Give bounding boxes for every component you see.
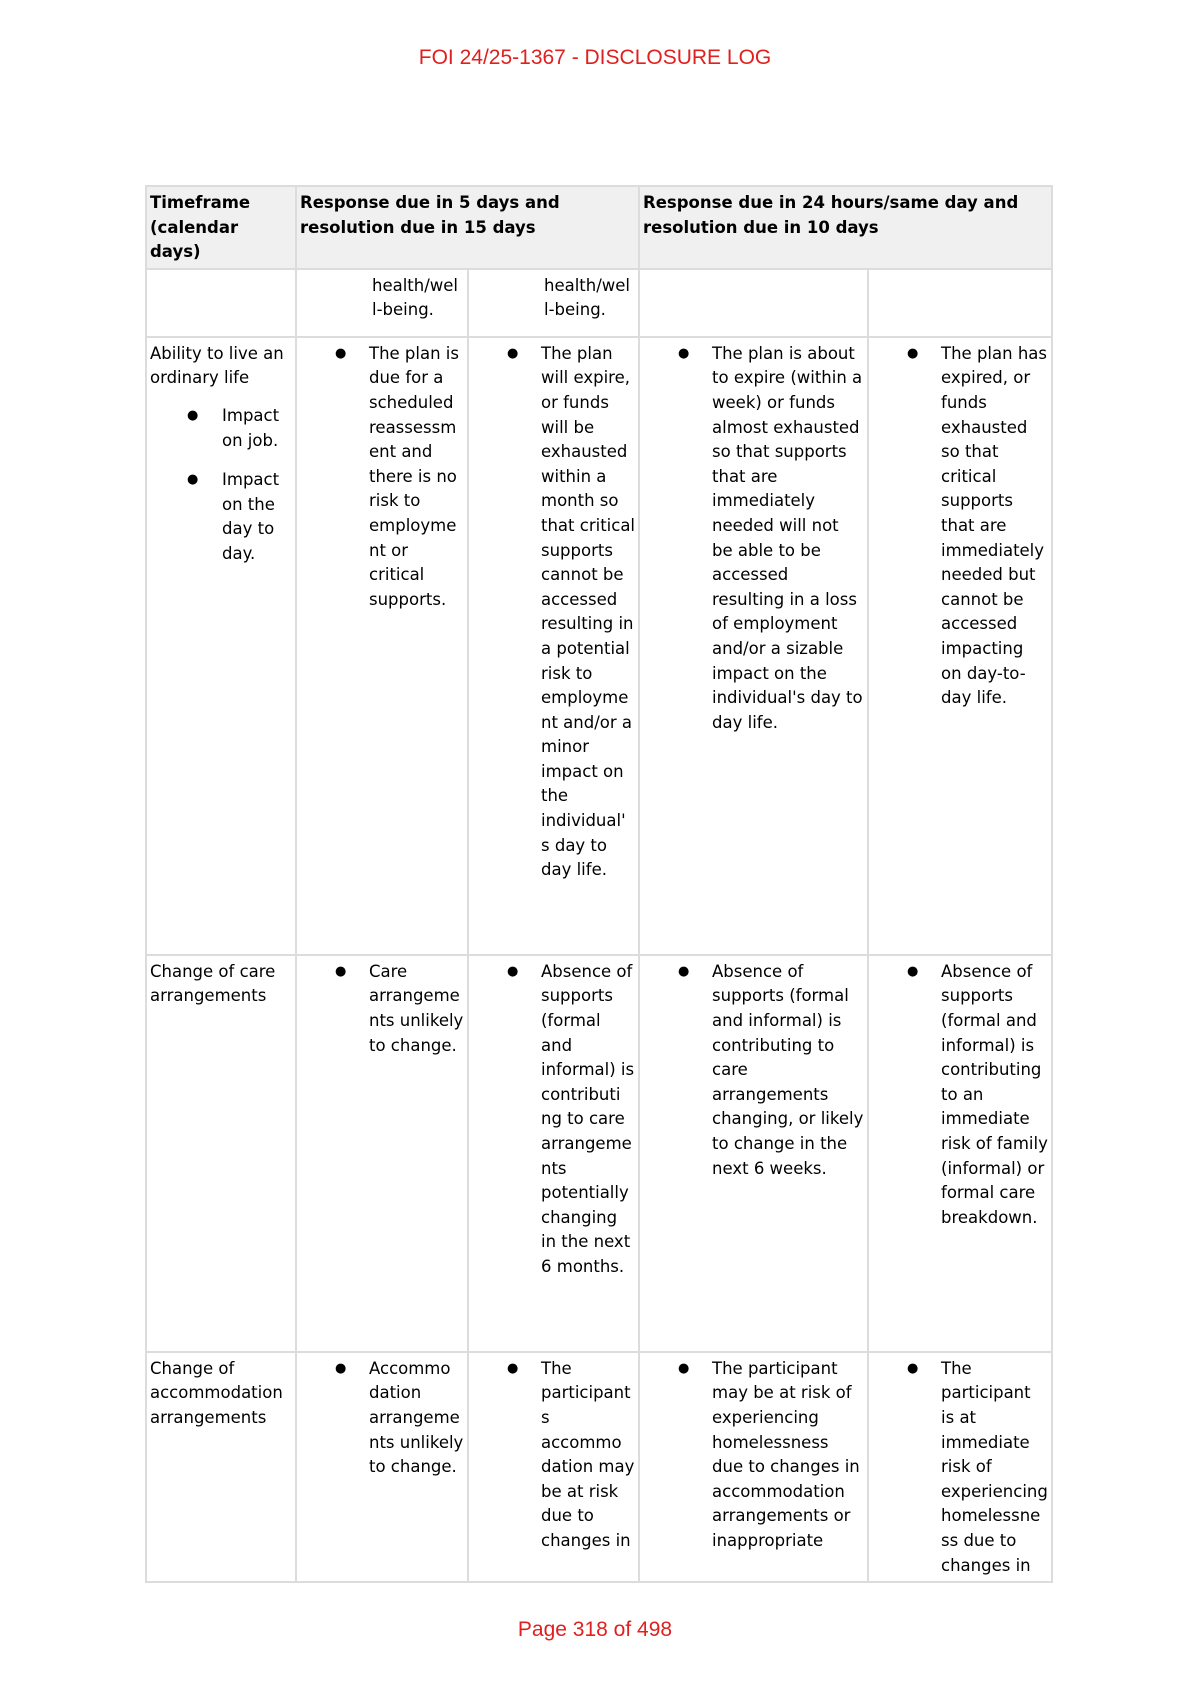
table-cell bbox=[868, 337, 1052, 955]
criteria-item: ● Absence of supports (formal and informal) is contributing to an immediate risk of family (informal) or formal care breakdown. bbox=[872, 960, 1048, 1231]
row-label: Change of accommodation arrangements bbox=[150, 1358, 283, 1427]
triage-table bbox=[145, 185, 1053, 1583]
row-label: Ability to live an ordinary life bbox=[150, 343, 284, 388]
criteria-item: ● The participant may be at risk of experiencing homelessness due to changes in accommodation arrangements or inappropriate bbox=[643, 1357, 864, 1554]
criteria-item: ● Absence of supports (formal and informal) is contributing to care arrangements changing, or likely to change in the next 6 weeks. bbox=[643, 960, 864, 1181]
criteria-item: ● The participant s accommo dation may be at risk due to changes in bbox=[472, 1357, 635, 1554]
header-timeframe: Timeframe (calendar days) bbox=[146, 186, 296, 269]
table-cell bbox=[468, 337, 639, 955]
sub-item: ● Impact on job. bbox=[150, 404, 292, 453]
sub-item: ● Impact on the day to day. bbox=[150, 468, 292, 566]
criteria-item: ● Absence of supports (formal and informal) is contributi ng to care arrangeme nts potentially changing in the next 6 months. bbox=[472, 960, 635, 1280]
header-response-24-hours: Response due in 24 hours/same day and resolution due in 10 days bbox=[639, 186, 1052, 269]
page-number: Page 318 of 498 bbox=[517, 1618, 673, 1641]
table-cell bbox=[468, 955, 639, 1352]
cell-empty bbox=[868, 269, 1052, 337]
criteria-item: ● The participant is at immediate risk of experiencing homelessness due to changes in bbox=[872, 1357, 1048, 1578]
row-label-cell bbox=[146, 955, 296, 1352]
table-row bbox=[146, 1352, 1052, 1582]
table-cell bbox=[296, 1352, 468, 1582]
cell-empty bbox=[639, 269, 868, 337]
page-header: FOI 24/25-1367 - DISCLOSURE LOG bbox=[418, 46, 772, 69]
criteria-item: ● Accommo dation arrangeme nts unlikely to change. bbox=[300, 1357, 464, 1480]
criteria-item: ● The plan is about to expire (within a week) or funds almost exhausted so that supports that are immediately needed will not be able to be accessed resulting in a loss of employment and/or a sizable impact on the individual's day to day life. bbox=[643, 342, 864, 736]
row-label-cell bbox=[146, 1352, 296, 1582]
table-cell bbox=[868, 1352, 1052, 1582]
sub-item-list bbox=[150, 404, 292, 567]
table-cell bbox=[639, 337, 868, 955]
criteria-item: ● The plan will expire, or funds will be exhausted within a month so that critical supports cannot be accessed resulting in a potential risk to employme nt and/or a minor impact on the individual' s day to day life. bbox=[472, 342, 635, 883]
cell-text: health/wel l-being. bbox=[544, 275, 631, 320]
cell-text: health/wel l-being. bbox=[372, 275, 459, 320]
table-cell bbox=[639, 1352, 868, 1582]
table-cell bbox=[468, 269, 639, 337]
table-row bbox=[146, 955, 1052, 1352]
continuation-row bbox=[146, 269, 1052, 337]
table-cell bbox=[868, 955, 1052, 1352]
row-label-cell bbox=[146, 337, 296, 955]
criteria-item: ● The plan is due for a scheduled reassessm ent and there is no risk to employme nt or critical supports. bbox=[300, 342, 464, 613]
header-response-5-days: Response due in 5 days and resolution due in 15 days bbox=[296, 186, 639, 269]
criteria-item: ● The plan has expired, or funds exhausted so that critical supports that are immediately needed but cannot be accessed impacting on day-to-day life. bbox=[872, 342, 1048, 711]
table-cell bbox=[296, 955, 468, 1352]
table-row bbox=[146, 337, 1052, 955]
table-cell bbox=[296, 337, 468, 955]
table-cell bbox=[296, 269, 468, 337]
criteria-item: ● Care arrangeme nts unlikely to change. bbox=[300, 960, 464, 1058]
table-header-row bbox=[146, 186, 1052, 269]
cell-empty bbox=[146, 269, 296, 337]
table-cell bbox=[468, 1352, 639, 1582]
row-label: Change of care arrangements bbox=[150, 961, 276, 1006]
table-cell bbox=[639, 955, 868, 1352]
